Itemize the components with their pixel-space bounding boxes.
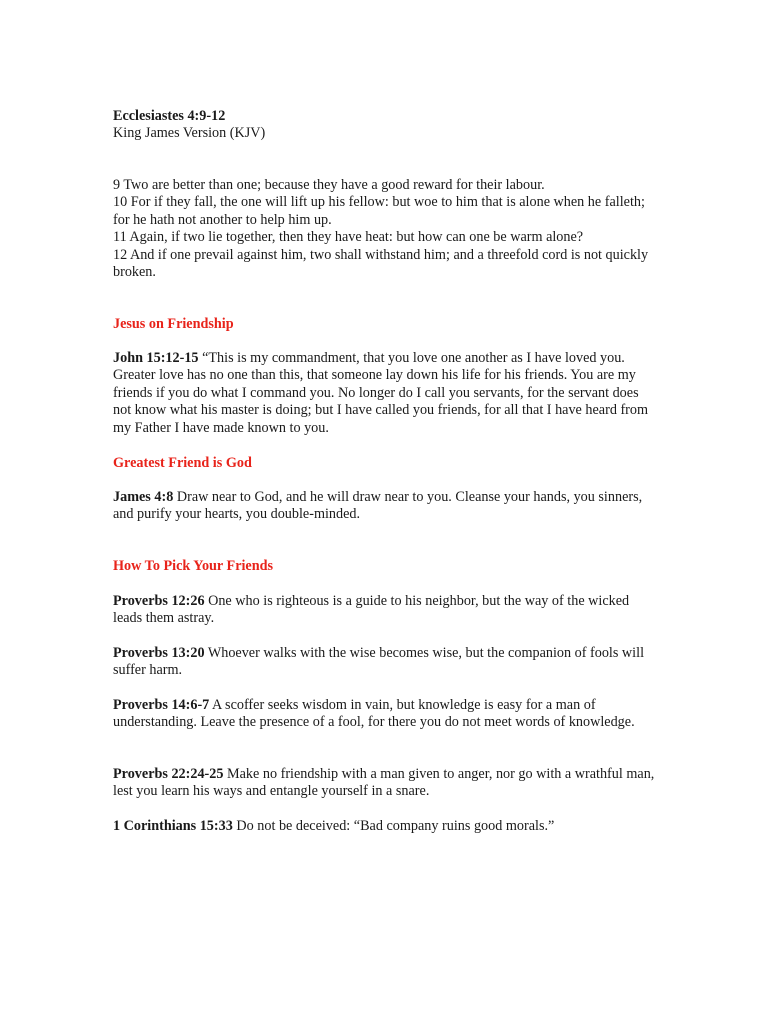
verses-block (113, 177, 658, 281)
james-ref: James 4:8 (113, 489, 174, 505)
james-passage (113, 489, 658, 524)
1-corinthians-15-33 (113, 818, 658, 835)
proverbs-14-6-7-text: A scoffer seeks wisdom in vain, but knowledge is easy for a man of understanding. Leave the presence of a fool, for there you do not meet words of knowledge. (113, 697, 635, 731)
proverbs-13-20-ref: Proverbs 13:20 (113, 645, 205, 661)
proverbs-14-6-7 (113, 697, 658, 732)
proverbs-22-24-25-ref: Proverbs 22:24-25 (113, 766, 224, 782)
heading-jesus-on-friendship: Jesus on Friendship (113, 316, 234, 332)
verse-11: 11 Again, if two lie together, then they have heat: but how can one be warm alone? (113, 229, 584, 246)
james-text: Draw near to God, and he will draw near to you. Cleanse your hands, you sinners, and purify your hearts, you double-minded. (113, 489, 643, 523)
john-passage (113, 350, 658, 437)
verse-10: 10 For if they fall, the one will lift up his fellow: but woe to him that is alone when he falleth; for he hath not another to help him up. (113, 194, 645, 228)
passage-header (113, 108, 658, 143)
verse-9: 9 Two are better than one; because they have a good reward for their labour. (113, 177, 545, 193)
verse-12: 12 And if one prevail against him, two shall withstand him; and a threefold cord is not quickly broken. (113, 246, 649, 281)
proverbs-22-24-25-text: Make no friendship with a man given to anger, nor go with a wrathful man, lest you learn his ways and entangle yourself in a snare. (113, 766, 655, 800)
proverbs-14-6-7-ref: Proverbs 14:6-7 (113, 697, 210, 713)
1-corinthians-15-33-ref: 1 Corinthians 15:33 (113, 818, 233, 834)
1-corinthians-15-33-text: Do not be deceived: “Bad company ruins good morals.” (232, 818, 555, 834)
version-label: King James Version (KJV) (113, 125, 266, 142)
john-text: “This is my commandment, that you love one another as I have loved you. Greater love has no one than this, that someone lay down his life for his friends. You are my friends if you do what I command you. No longer do I call you servants, for the servant does not know what his master is doing; but I have called you friends, for all that I have heard from my Father I have made known to you. (113, 350, 649, 436)
proverbs-13-20-text: Whoever walks with the wise becomes wise, but the companion of fools will suffer harm. (113, 645, 645, 679)
proverbs-12-26-ref: Proverbs 12:26 (113, 593, 205, 609)
passage-title: Ecclesiastes 4:9-12 (113, 108, 226, 124)
heading-how-to-pick-friends: How To Pick Your Friends (113, 558, 274, 574)
proverbs-12-26 (113, 593, 658, 628)
john-ref: John 15:12-15 (113, 350, 199, 366)
heading-greatest-friend: Greatest Friend is God (113, 455, 252, 471)
proverbs-13-20 (113, 645, 658, 680)
proverbs-12-26-text: One who is righteous is a guide to his neighbor, but the way of the wicked leads them astray. (113, 593, 630, 627)
proverbs-22-24-25 (113, 766, 658, 801)
